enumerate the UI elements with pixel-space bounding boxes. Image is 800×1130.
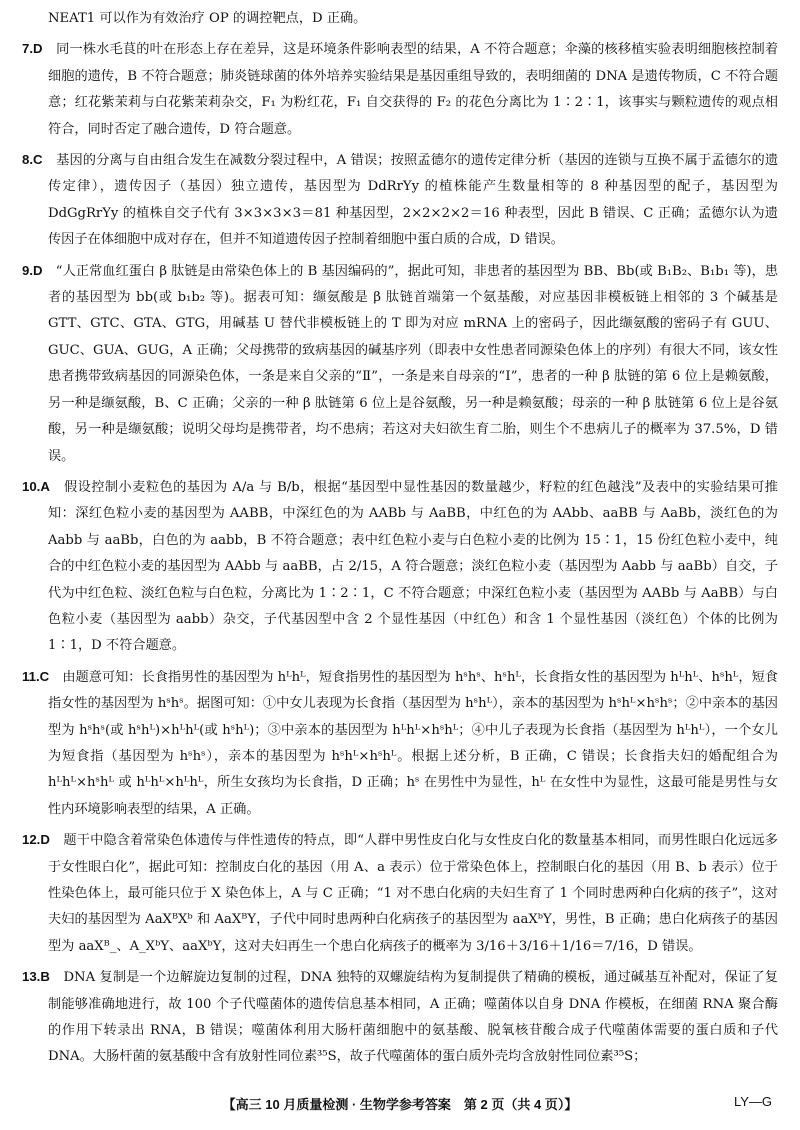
answer-item-12 — [22, 827, 778, 960]
paragraph-text: 同一株水毛茛的叶在形态上存在差异，这是环境条件影响表型的结果，A 不符合题意；伞藻的核移植实验表明细胞核控制着细胞的遗传，B 不符合题意；肺炎链球菌的体外培养实验结果是基因重组导致的，表明细菌的 DNA 是遗传物质，C 不符合题意；红花紫茉莉与白花紫茉莉杂交，F₁ 为粉红花，F₁ 自交获得的 F₂ 的花色分离比为 1∶2∶1，该事实与颗粒遗传的观点相符合，同时否定了融合遗传，D 符合题意。 — [48, 42, 779, 137]
footer-code: LY—G — [733, 1094, 772, 1109]
answer-item-10 — [22, 474, 778, 660]
item-number: 10.A — [22, 478, 50, 494]
item-number: 12.D — [22, 832, 50, 848]
footer-title: 【高三 10 月质量检测 · 生物学参考答案 第 2 页（共 4 页）】 — [222, 1097, 578, 1112]
item-number: 8.C — [22, 152, 43, 168]
paragraph-text: “人正常血红蛋白 β 肽链是由常染色体上的 B 基因编码的”，据此可知，非患者的基因型为 BB、Bb(或 B₁B₂、B₁b₁ 等)，患者的基因型为 bb(或 b₁b₂ 等)。据表可知：缬氨酸是 β 肽链首端第一个氨基酸，对应基因非模板链上相邻的 3 个碱基是 GTT、GTC、GTA、GTG，用碱基 U 替代非模板链上的 T 即为对应 mRNA 上的密码子，因此缬氨酸的密码子有 GUU、GUC、GUA、GUG，A 正确；父母携带的致病基因的碱基序列（即表中女性患者同源染色体上的序列）有很大不同，该女性患者携带致病基因的同源染色体，一条是来自父亲的“Ⅱ”，一条是来自母亲的“Ⅰ”，患者的一种 β 肽链的第 6 位上是赖氨酸，另一种是缬氨酸，B、C 正确；父亲的一种 β 肽链第 6 位上是谷氨酸，另一种是赖氨酸；母亲的一种 β 肽链第 6 位上是谷氨酸，另一种是缬氨酸；说明父母均是携带者，均不患病；若这对夫妇欲生育二胎，则生个不患病儿子的概率为 37.5%，D 错误。 — [48, 263, 779, 464]
paragraph-text: 由题意可知：长食指男性的基因型为 hᴸhᴸ，短食指男性的基因型为 hˢhˢ、hˢhᴸ，长食指女性的基因型为 hᴸhᴸ、hˢhᴸ，短食指女性的基因型为 hˢhˢ。据图可知：①中女儿表现为长食指（基因型为 hˢhᴸ），亲本的基因型为 hˢhᴸ×hˢhˢ；②中亲本的基因型为 hˢhˢ(或 hˢhᴸ)×hᴸhᴸ(或 hˢhᴸ)；③中亲本的基因型为 hᴸhᴸ×hˢhᴸ；④中儿子表现为长食指（基因型为 hᴸhᴸ），一个女儿为短食指（基因型为 hˢhˢ），亲本的基因型为 hˢhᴸ×hˢhᴸ。根据上述分析，B 正确，C 错误；长食指夫妇的婚配组合为 hᴸhᴸ×hˢhᴸ 或 hᴸhᴸ×hᴸhᴸ，所生女孩均为长食指，D 正确；hˢ 在男性中为显性，hᴸ 在女性中为显性，这最可能是男性与女性内环境影响表型的结果，A 正确。 — [48, 669, 778, 817]
paragraph-text: 题干中隐含着常染色体遗传与伴性遗传的特点，即“人群中男性皮白化与女性皮白化的数量基本相同，而男性眼白化远远多于女性眼白化”，据此可知：控制皮白化的基因（用 A、a 表示）位于常染色体上，控制眼白化的基因（用 B、b 表示）位于性染色体上，最可能只位于 X 染色体上，A 与 C 正确；“1 对不患白化病的夫妇生育了 1 个同时患两种白化病的孩子”，这对夫妇的基因型为 AaXᴮXᵇ 和 AaXᴮY，子代中同时患两种白化病孩子的基因型为 aaXᵇY，男性，B 正确；患白化病孩子的基因型为 aaXᴮ_、A_XᵇY、aaXᵇY，这对夫妇再生一个患白化病孩子的概率为 3/16＋3/16＋1/16＝7/16，D 错误。 — [48, 833, 778, 954]
item-number: 9.D — [22, 262, 43, 278]
paragraph-continuation — [22, 6, 778, 32]
page-footer — [0, 1094, 800, 1118]
paragraph-text: NEAT1 可以作为有效治疗 OP 的调控靶点，D 正确。 — [48, 11, 367, 26]
item-number: 7.D — [22, 41, 43, 57]
paragraph-text: 假设控制小麦粒色的基因为 A/a 与 B/b，根据“基因型中显性基因的数量越少，籽粒的红色越浅”及表中的实验结果可推知：深红色粒小麦的基因型为 AABB，中深红色的为 AABb 与 AaBB，中红色的为 AAbb、aaBB 与 AaBb，淡红色的为 Aabb 与 aaBb，白色的为 aabb，B 不符合题意；表中红色粒小麦与白色粒小麦的比例为 15∶1，15 份红色粒小麦中，纯合的中红色粒小麦的基因型为 AAbb 与 aaBB，占 2/15，A 符合题意；淡红色粒小麦（基因型为 Aabb 与 aaBb）自交，子代为中红色粒、淡红色粒与白色粒，分离比为 1∶2∶1，C 不符合题意；中深红色粒小麦（基因型为 AABb 与 AaBB）与白色粒小麦（基因型为 aabb）杂交，子代基因型中含 2 个显性基因（中红色）和含 1 个显性基因（淡红色）个体的比例为 1∶1，D 不符合题意。 — [48, 479, 778, 654]
answer-item-9 — [22, 258, 778, 470]
answer-item-8 — [22, 147, 778, 254]
answer-item-13 — [22, 964, 778, 1071]
answer-item-7 — [22, 36, 778, 143]
item-number: 13.B — [22, 969, 50, 985]
paragraph-text: 基因的分离与自由组合发生在减数分裂过程中，A 错误；按照孟德尔的遗传定律分析（基因的连锁与互换不属于孟德尔的遗传定律），遗传因子（基因）独立遗传，基因型为 DdRrYy 的植株能产生数量相等的 8 种基因型的配子，基因型为 DdGgRrYy 的植株自交子代有 3×3×3×3＝81 种基因型，2×2×2×2＝16 种表型，因此 B 错误、C 正确；孟德尔认为遗传因子在体细胞中成对存在，但并不知道遗传因子控制着细胞中蛋白质的合成，D 错误。 — [48, 153, 779, 248]
item-number: 11.C — [22, 668, 50, 684]
answer-item-11 — [22, 664, 778, 823]
paragraph-text: DNA 复制是一个边解旋边复制的过程，DNA 独特的双螺旋结构为复制提供了精确的模板，通过碱基互补配对，保证了复制能够准确地进行，故 100 个子代噬菌体的遗传信息基本相同，A 正确；噬菌体以自身 DNA 作模板，在细菌 RNA 聚合酶的作用下转录出 RNA，B 错误；噬菌体利用大肠杆菌细胞中的氨基酸、脱氧核苷酸合成子代噬菌体需要的蛋白质和子代 DNA。大肠杆菌的氨基酸中含有放射性同位素³⁵S，故子代噬菌体的蛋白质外壳均含放射性同位素³⁵S； — [48, 970, 778, 1065]
